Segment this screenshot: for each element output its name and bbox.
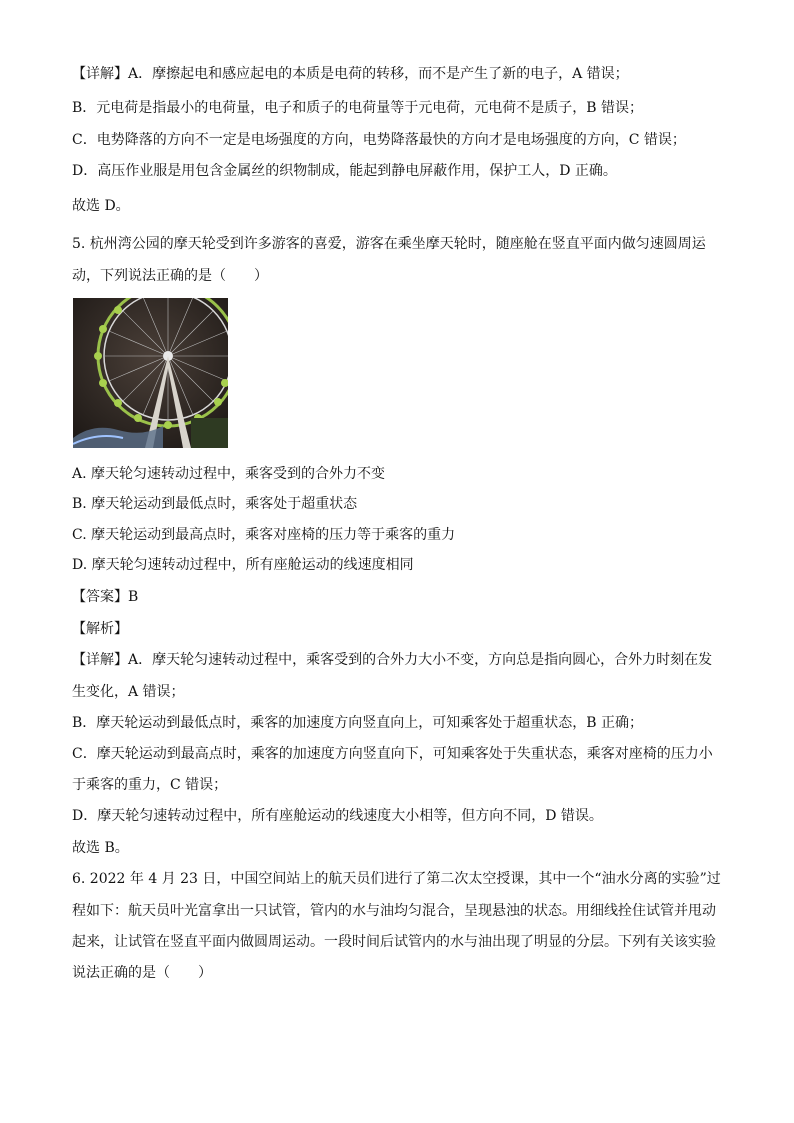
prev-explanation-line-1: 【详解】A．摩擦起电和感应起电的本质是电荷的转移，而不是产生了新的电子，A 错误； — [72, 66, 629, 82]
q5-explanation-line-4: C．摩天轮运动到最高点时，乘客的加速度方向竖直向下，可知乘客处于失重状态，乘客对座椅的压力小 — [72, 746, 713, 762]
prev-explanation-line-4: D．高压作业服是用包含金属丝的织物制成，能起到静电屏蔽作用，保护工人，D 正确。 — [72, 163, 617, 179]
q5-option-d: D. 摩天轮匀速转动过程中，所有座舱运动的线速度相同 — [72, 557, 414, 573]
q5-explanation-line-5: 于乘客的重力，C 错误； — [72, 777, 228, 793]
q5-answer: 【答案】B — [72, 589, 139, 605]
q6-stem-line-3: 起来，让试管在竖直平面内做圆周运动。一段时间后试管内的水与油出现了明显的分层。下列有关该实验 — [72, 934, 716, 950]
q6-stem-line-4: 说法正确的是（ ） — [72, 965, 212, 981]
ferris-wheel-photo — [73, 298, 228, 448]
q5-explanation-line-6: D．摩天轮匀速转动过程中，所有座舱运动的线速度大小相等，但方向不同，D 错误。 — [72, 808, 603, 824]
q5-analysis-label: 【解析】 — [72, 621, 128, 637]
q5-option-b: B. 摩天轮运动到最低点时，乘客处于超重状态 — [72, 496, 358, 512]
q5-option-a: A. 摩天轮匀速转动过程中，乘客受到的合外力不变 — [72, 466, 386, 482]
q5-explanation-line-1: 【详解】A．摩天轮匀速转动过程中，乘客受到的合外力大小不变，方向总是指向圆心，合外力时刻在发 — [72, 652, 713, 668]
q5-explanation-line-2: 生变化，A 错误； — [72, 684, 185, 700]
q5-stem-line-1: 5. 杭州湾公园的摩天轮受到许多游客的喜爱，游客在乘坐摩天轮时，随座舱在竖直平面内做匀速圆周运 — [72, 236, 706, 252]
q5-option-c: C. 摩天轮运动到最高点时，乘客对座椅的压力等于乘客的重力 — [72, 527, 456, 543]
prev-conclusion: 故选 D。 — [72, 198, 130, 214]
q5-explanation-line-3: B．摩天轮运动到最低点时，乘客的加速度方向竖直向上，可知乘客处于超重状态，B 正确； — [72, 715, 644, 731]
prev-explanation-line-2: B．元电荷是指最小的电荷量，电子和质子的电荷量等于元电荷，元电荷不是质子，B 错误； — [72, 100, 644, 116]
q6-stem-line-1: 6. 2022 年 4 月 23 日，中国空间站上的航天员们进行了第二次太空授课，其中一个“油水分离的实验”过 — [72, 871, 721, 887]
prev-explanation-line-3: C．电势降落的方向不一定是电场强度的方向，电势降落最快的方向才是电场强度的方向，C 错误； — [72, 132, 686, 148]
q5-conclusion: 故选 B。 — [72, 840, 129, 856]
q5-stem-line-2: 动，下列说法正确的是（ ） — [72, 268, 268, 284]
q6-stem-line-2: 程如下：航天员叶光富拿出一只试管，管内的水与油均匀混合，呈现悬浊的状态。用细线拴住试管并甩动 — [72, 903, 716, 919]
